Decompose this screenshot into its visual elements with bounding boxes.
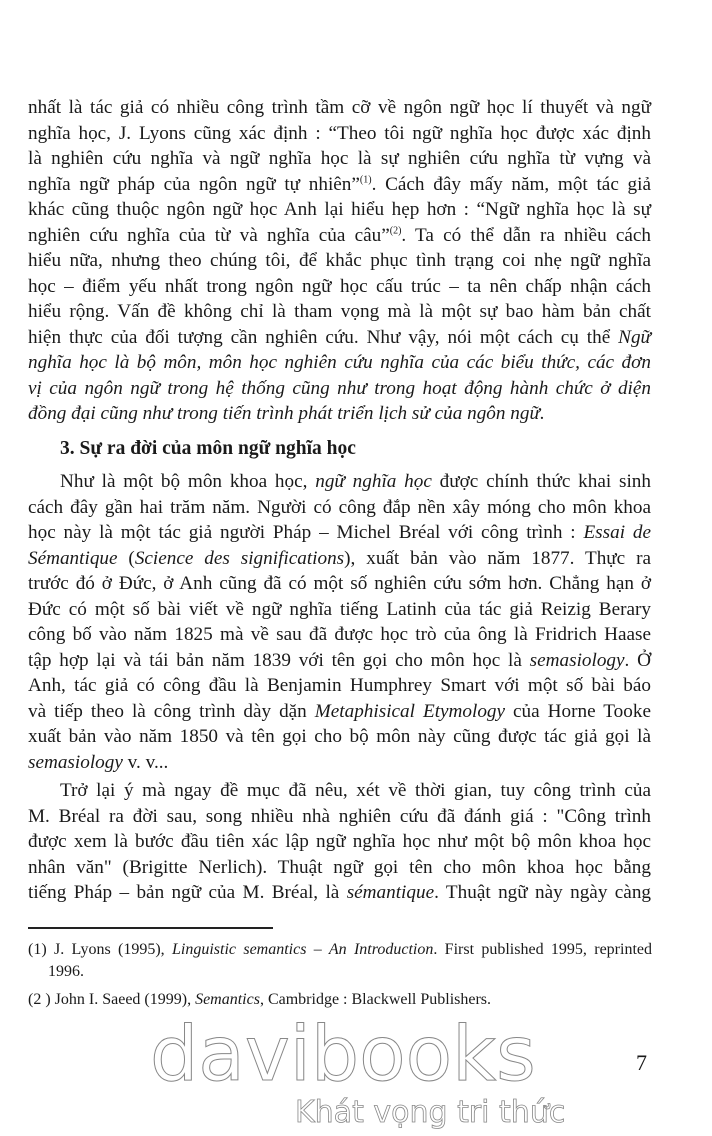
text-run: vị của ngôn ngữ trong hệ thống cũng như trong hoạt động hành chức ở diện: [28, 377, 651, 399]
watermark-logo: davibooks: [150, 1009, 536, 1098]
text-run: 1996.: [48, 963, 84, 980]
text-line: [28, 700, 651, 724]
text-run: (2 ) John I. Saeed (1999),: [28, 991, 196, 1008]
text-run: của Horne Tooke: [505, 700, 651, 722]
text-run: hiểu rộng. Vấn đề không chỉ là tham vọng mà là một sự bao hàm bản chất: [28, 301, 651, 322]
text-line: [28, 830, 651, 854]
text-line: [28, 751, 651, 775]
text-run: semasiology: [28, 751, 123, 773]
text-line: [28, 326, 651, 350]
text-run: . Ở: [624, 649, 651, 671]
text-run: sémantique: [346, 882, 435, 903]
text-run: Ngữ: [618, 326, 651, 348]
text-run: Sémantique: [28, 547, 118, 569]
text-run: hiểu nữa, nhưng theo chúng tôi, để khắc phục tình trạng coi nhẹ ngữ nghĩa: [28, 250, 651, 271]
text-line: [28, 521, 651, 545]
text-run: Essai de: [583, 522, 651, 543]
text-run: Semantics: [195, 991, 260, 1008]
text-line: [28, 402, 651, 426]
text-run: Metaphisical Etymology: [314, 700, 506, 722]
text-run: nghĩa học, J. Lyons cũng xác định : “Theo tôi ngữ nghĩa học được xác định: [28, 122, 651, 144]
text-run: cách đây gần hai trăm năm. Người có công đắp nền xây móng cho môn khoa: [28, 496, 651, 518]
text-run: . Thuật ngữ này ngày càng: [434, 882, 652, 903]
text-line: [28, 856, 651, 880]
text-run: semasiology: [529, 649, 625, 671]
text-run: nghiên cứu nghĩa của từ và nghĩa của câu”: [28, 224, 390, 246]
text-run: nhân văn" (Brigitte Nerlich). Thuật ngữ gọi tên cho môn khoa học bằng: [28, 856, 651, 878]
footnote-line: [28, 940, 652, 960]
text-run: xuất bản vào năm 1850 và tên gọi cho bộ môn này cũng được tác giả gọi là: [28, 726, 651, 747]
text-run: đồng đại cũng như trong tiến trình phát triển lịch sử của ngôn ngữ.: [28, 403, 545, 424]
text-run: là nghiên cứu nghĩa và ngữ nghĩa học là sự nghiên cứu nghĩa từ vựng và: [28, 148, 651, 169]
text-run: M. Bréal ra đời sau, song nhiều nhà nghiên cứu đã đánh giá : "Công trình: [28, 805, 651, 827]
text-line: [28, 275, 651, 299]
footnote-line: [28, 990, 491, 1010]
text-line: [28, 173, 651, 197]
text-run: . First published 1995, reprinted: [433, 941, 652, 958]
text-line: [60, 779, 651, 803]
text-run: được xem là bước đầu tiên xác lập ngữ nghĩa học như một bộ môn khoa học: [28, 831, 651, 852]
text-line: [28, 598, 651, 622]
text-line: [28, 572, 651, 596]
text-line: [60, 470, 651, 494]
text-run: Trở lại ý mà ngay đề mục đã nêu, xét về thời gian, tuy công trình của: [60, 780, 651, 801]
text-run: học – điểm yếu nhất trong ngôn ngữ học cấu trúc – ta nên chấp nhận cách: [28, 275, 651, 297]
text-line: [28, 377, 651, 401]
text-run: trước đó ở Đức, ở Anh cũng đã có một số nghiên cứu sớm hơn. Chẳng hạn ở: [28, 573, 651, 594]
text-run: Anh, tác giả có công đầu là Benjamin Humphrey Smart với một số bài báo: [28, 675, 651, 696]
text-run: ), xuất bản vào năm 1877. Thực ra: [344, 547, 651, 569]
watermark-slogan: Khát vọng tri thức: [295, 1095, 566, 1130]
text-line: [28, 351, 651, 375]
text-run: nghĩa học là bộ môn, môn học nghiên cứu nghĩa của các biểu thức, các đơn: [28, 352, 651, 373]
text-run: . Ta có thể dẫn ra nhiều cách: [401, 224, 651, 246]
text-run: . Cách đây mấy năm, một tác giả: [371, 173, 651, 195]
text-line: [28, 881, 651, 905]
text-line: [28, 805, 651, 829]
text-line: [28, 198, 651, 222]
text-line: [28, 122, 651, 146]
text-line: [28, 96, 651, 120]
text-line: [28, 147, 651, 171]
text-run: ngữ nghĩa học: [315, 471, 432, 492]
text-run: (: [117, 547, 135, 569]
text-run: (1) J. Lyons (1995),: [28, 941, 172, 958]
text-line: [28, 547, 651, 571]
text-line: [28, 623, 651, 647]
text-run: công bố vào năm 1825 mà về sau đã được học trò của ông là Fridrich Haase: [28, 624, 651, 645]
text-run: hiện thực của đối tượng cần nghiên cứu. Như vậy, nói một cách cụ thể: [28, 326, 619, 348]
text-run: Như là một bộ môn khoa học,: [60, 471, 316, 492]
text-line: [28, 674, 651, 698]
page-number: 7: [636, 1050, 647, 1075]
text-run: học này là một tác giả người Pháp – Michel Bréal với công trình :: [28, 522, 584, 543]
footnote-divider: [28, 927, 273, 929]
footnote-ref: (2): [389, 225, 402, 237]
text-run: , Cambridge : Blackwell Publishers.: [259, 991, 492, 1008]
text-line: [28, 649, 651, 673]
text-line: [28, 249, 651, 273]
text-run: tiếng Pháp – bản ngữ của M. Bréal, là: [28, 882, 347, 903]
text-run: tập hợp lại và tái bản năm 1839 với tên gọi cho môn học là: [28, 649, 530, 671]
text-run: khác cũng thuộc ngôn ngữ học Anh lại hiểu hẹp hơn : “Ngữ nghĩa học là sự: [28, 199, 651, 220]
footnote-ref: (1): [359, 174, 372, 186]
text-run: nhất là tác giả có nhiều công trình tầm cỡ về ngôn ngữ học lí thuyết và ngữ: [28, 97, 651, 118]
text-run: được chính thức khai sinh: [431, 471, 651, 492]
text-line: [28, 725, 651, 749]
text-line: [28, 224, 651, 248]
text-run: nghĩa ngữ pháp của ngôn ngữ tự nhiên”: [28, 173, 360, 195]
footnote-line: [48, 962, 84, 982]
text-run: và tiếp theo là công trình dày dặn: [28, 700, 315, 722]
text-run: Đức có một số bài viết về ngữ nghĩa tiếng Latinh của tác giả Reizig Berary: [28, 598, 651, 620]
text-run: Linguistic semantics – An Introduction: [172, 941, 434, 958]
text-run: Science des significations: [134, 547, 345, 569]
text-line: [28, 300, 651, 324]
text-line: [28, 496, 651, 520]
section-heading: 3. Sự ra đời của môn ngữ nghĩa học: [60, 438, 356, 459]
text-run: v. v...: [122, 751, 169, 773]
